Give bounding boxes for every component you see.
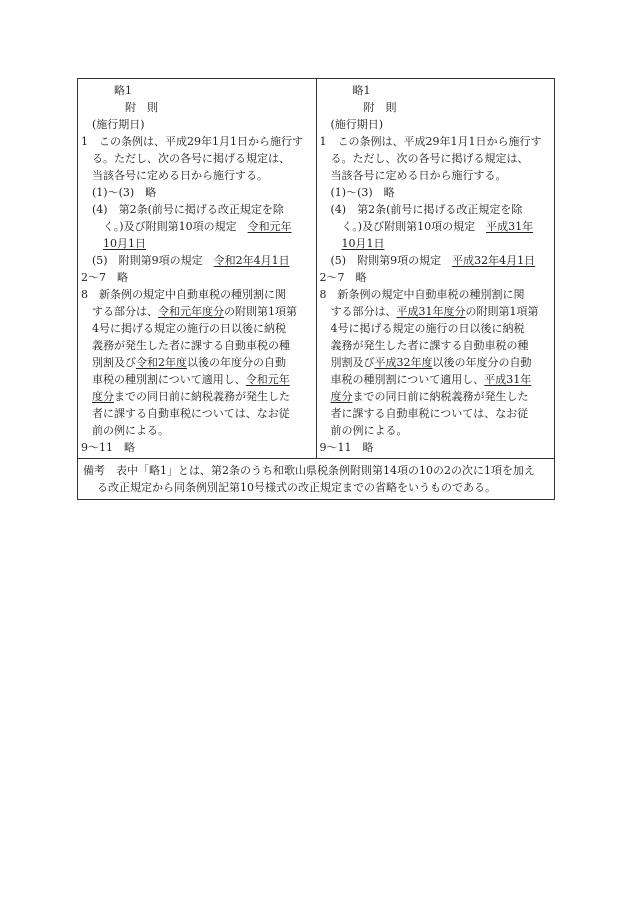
paragraph-2-7: 2～7 略: [319, 271, 367, 284]
item-4-line: く。)及び附則第10項の規定 平成31年: [341, 220, 534, 233]
left-column: [78, 79, 317, 459]
item-5-line: (5) 附則第9項の規定 平成32年4月1日: [330, 254, 536, 267]
para1-line: る。ただし、次の各号に掲げる規定は、: [92, 152, 290, 165]
remarks-line: 備考 表中「略1」とは、第2条のうち和歌山県税条例附則第14項の10の2の次に1項を加え: [83, 464, 535, 477]
para8-line: 度分までの同日前に納税義務が発生した: [92, 390, 290, 403]
amended-text: 令和元年: [245, 373, 290, 386]
para1-line: 1 この条例は、平成29年1月1日から施行す: [81, 135, 303, 148]
paragraph-9-11: 9～11 略: [319, 441, 374, 454]
item-4-line: く。)及び附則第10項の規定 令和元年: [103, 220, 292, 233]
amended-text: 度分: [92, 390, 114, 403]
amended-text: 令和元年度分: [158, 305, 224, 318]
date-caption: (施行期日): [92, 118, 145, 131]
para8-line: 者に課する自動車税については、なお従: [330, 407, 529, 420]
ryaku-label: 略1: [352, 84, 371, 97]
para8-line: 車税の種別割について適用し、平成31年: [330, 373, 532, 386]
amended-text: 10月1日: [103, 237, 146, 250]
right-column: [316, 79, 555, 459]
para8-line: 前の例による。: [92, 424, 169, 437]
para8-line: 4号に掲げる規定の施行の日以後に納税: [92, 322, 286, 335]
para8-line: 車税の種別割について適用し、令和元年: [92, 373, 290, 386]
item-4-line: (4) 第2条(前号に掲げる改正規定を除: [92, 203, 284, 216]
amended-text: 度分: [330, 390, 353, 403]
item-4-line: [320, 235, 552, 252]
date-caption: (施行期日): [330, 118, 384, 131]
para8-line: 4号に掲げる規定の施行の日以後に納税: [330, 322, 525, 335]
supplementary-heading: 附 則: [363, 101, 397, 114]
para1-line: る。ただし、次の各号に掲げる規定は、: [330, 152, 529, 165]
comparison-table: [77, 78, 555, 500]
remarks-cell: [78, 459, 555, 500]
remarks-line: る改正規定から同条例別記第10号様式の改正規定までの省略をいうものである。: [97, 481, 496, 494]
note-row: [78, 459, 555, 500]
amended-text: 令和2年4月1日: [213, 254, 290, 267]
paragraph-2-7: 2～7 略: [81, 271, 128, 284]
item-5-line: (5) 附則第9項の規定 令和2年4月1日: [92, 254, 290, 267]
para8-line: 前の例による。: [330, 424, 408, 437]
para8-line: する部分は、令和元年度分の附則第1項第: [92, 305, 297, 318]
item-1-3: (1)～(3) 略: [92, 186, 157, 199]
para1-line: 当該各号に定める日から施行する。: [92, 169, 268, 182]
paragraph-9-11: 9～11 略: [81, 441, 135, 454]
para8-line: 別割及び平成32年度以後の年度分の自動: [330, 356, 532, 369]
amended-text: 平成31年: [484, 373, 532, 386]
para8-line: 8 新条例の規定中自動車税の種別割に関: [319, 288, 525, 301]
amended-text: 令和2年度: [136, 356, 187, 369]
ryaku-label: 略1: [114, 84, 132, 97]
amended-text: 令和元年: [247, 220, 292, 233]
amended-text: 平成32年4月1日: [452, 254, 536, 267]
comparison-row: [78, 79, 555, 459]
para8-line: 別割及び令和2年度以後の年度分の自動: [92, 356, 286, 369]
amended-text: 平成32年度: [374, 356, 433, 369]
amended-text: 平成31年: [486, 220, 534, 233]
amended-text: 10月1日: [341, 237, 385, 250]
para8-line: 8 新条例の規定中自動車税の種別割に関: [81, 288, 286, 301]
supplementary-heading: 附 則: [125, 101, 158, 114]
item-4-line: [81, 235, 313, 252]
para8-line: 義務が発生した者に課する自動車税の種: [330, 339, 529, 352]
item-1-3: (1)～(3) 略: [330, 186, 395, 199]
para8-line: 度分までの同日前に納税義務が発生した: [330, 390, 529, 403]
para8-line: 義務が発生した者に課する自動車税の種: [92, 339, 290, 352]
para8-line: 者に課する自動車税については、なお従: [92, 407, 290, 420]
para8-line: する部分は、平成31年度分の附則第1項第: [330, 305, 539, 318]
para1-line: 当該各号に定める日から施行する。: [330, 169, 507, 182]
para1-line: 1 この条例は、平成29年1月1日から施行す: [319, 135, 542, 148]
amended-text: 平成31年度分: [396, 305, 466, 318]
item-4-line: (4) 第2条(前号に掲げる改正規定を除: [330, 203, 523, 216]
